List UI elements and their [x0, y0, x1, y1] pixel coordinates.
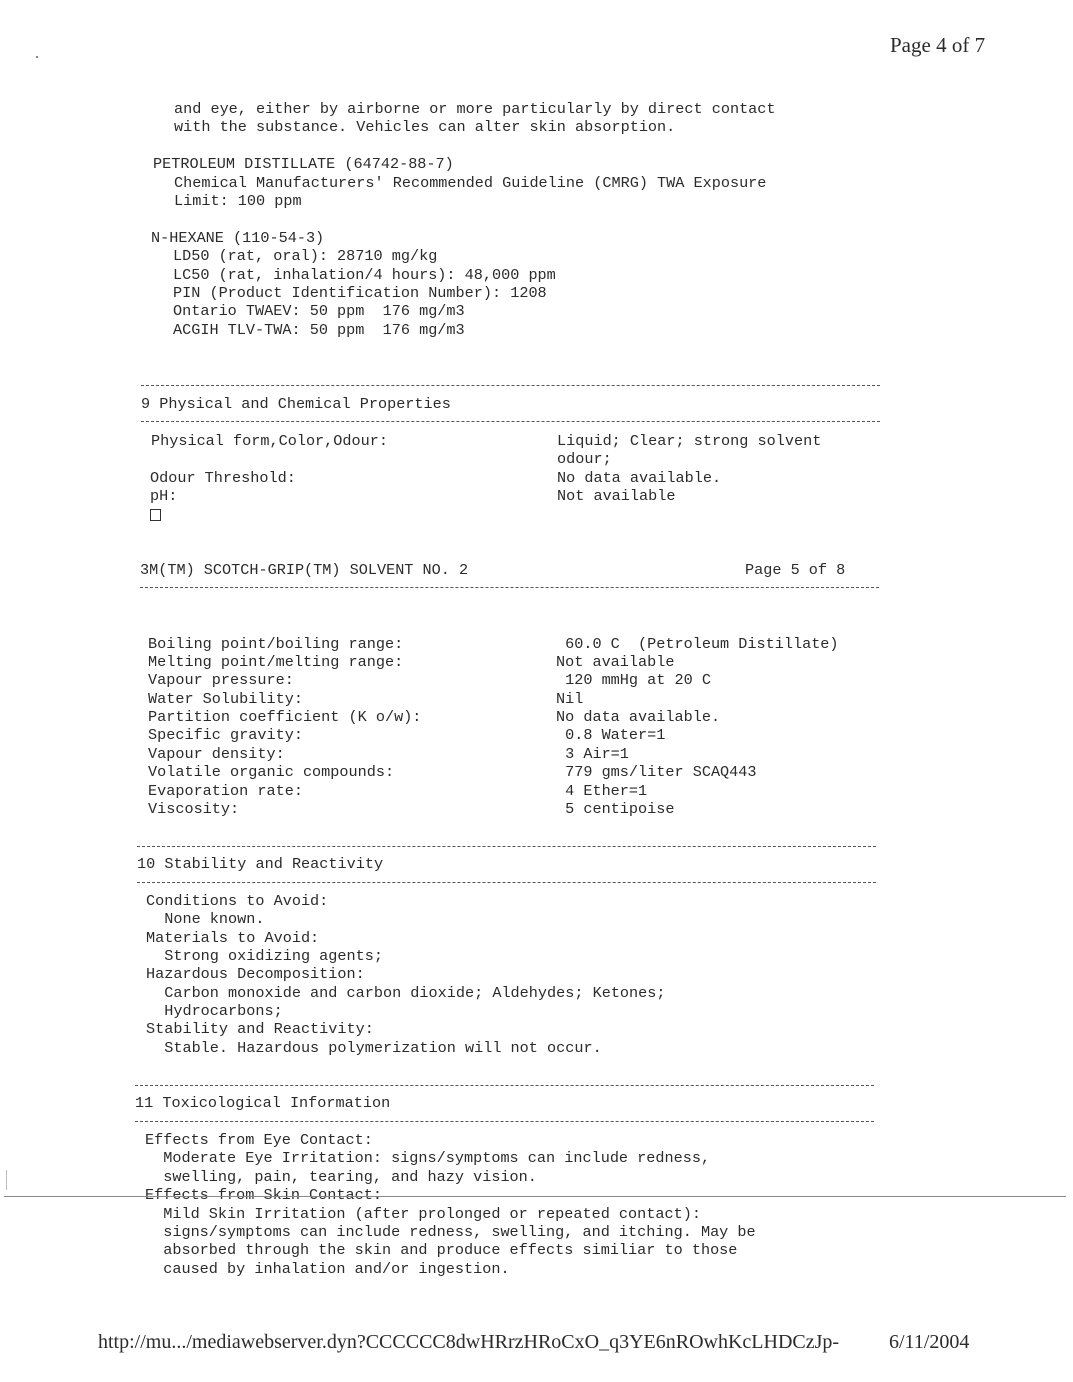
empty-box-icon [150, 509, 161, 521]
hexane-line: LC50 (rat, inhalation/4 hours): 48,000 ppm [173, 266, 556, 284]
property-label: Vapour pressure: [148, 671, 294, 689]
hexane-title: N-HEXANE (110-54-3) [151, 229, 325, 247]
property-value: Nil [556, 690, 584, 708]
property-value: 4 Ether=1 [556, 782, 648, 800]
property-value: No data available. [556, 708, 721, 726]
section11-line: caused by inhalation and/or ingestion. [145, 1260, 510, 1278]
section11-heading: 11 Toxicological Information [135, 1094, 391, 1112]
divider-line [137, 882, 876, 883]
property-label: Boiling point/boiling range: [148, 635, 404, 653]
divider-line [135, 1085, 874, 1086]
property-label: Specific gravity: [148, 726, 303, 744]
section11-line: Moderate Eye Irritation: signs/symptoms can include redness, [145, 1149, 711, 1167]
property-value: 5 centipoise [556, 800, 675, 818]
property-value: 3 Air=1 [556, 745, 629, 763]
petroleum-title: PETROLEUM DISTILLATE (64742-88-7) [153, 155, 454, 173]
section11-line: signs/symptoms can include redness, swelling, and itching. May be [145, 1223, 756, 1241]
section10-line: Strong oxidizing agents; [146, 947, 383, 965]
section10-line: Hydrocarbons; [146, 1002, 283, 1020]
section10-line: Hazardous Decomposition: [146, 965, 365, 983]
property-value: odour; [557, 450, 612, 468]
divider-line [141, 421, 880, 422]
property-label: Partition coefficient (K o/w): [148, 708, 422, 726]
divider-line [137, 846, 876, 847]
property-value: 120 mmHg at 20 C [556, 671, 711, 689]
footer-url[interactable]: http://mu.../mediawebserver.dyn?CCCCCC8dwHRrzHRoCxO_q3YE6nROwhKcLHDCzJp- [98, 1331, 840, 1353]
petroleum-line: Limit: 100 ppm [174, 192, 302, 210]
hexane-line: Ontario TWAEV: 50 ppm 176 mg/m3 [173, 302, 465, 320]
section11-line: Effects from Eye Contact: [145, 1131, 373, 1149]
page-number: Page 4 of 7 [890, 33, 986, 57]
section10-line: None known. [146, 910, 265, 928]
property-label: Water Solubility: [148, 690, 303, 708]
section11-line: swelling, pain, tearing, and hazy vision. [145, 1168, 537, 1186]
property-label: Volatile organic compounds: [148, 763, 395, 781]
property-value: Not available [556, 653, 675, 671]
product-page: Page 5 of 8 [745, 561, 846, 579]
section10-line: Materials to Avoid: [146, 929, 320, 947]
intro-line: and eye, either by airborne or more particularly by direct contact [174, 100, 776, 118]
section10-line: Conditions to Avoid: [146, 892, 329, 910]
section10-heading: 10 Stability and Reactivity [137, 855, 384, 873]
property-value: 0.8 Water=1 [556, 726, 666, 744]
section10-line: Carbon monoxide and carbon dioxide; Aldehydes; Ketones; [146, 984, 666, 1002]
section10-line: Stability and Reactivity: [146, 1020, 374, 1038]
divider-line [140, 587, 879, 588]
divider-line [141, 385, 880, 386]
scan-strike-line [4, 1196, 1066, 1197]
property-label: Odour Threshold: [150, 469, 296, 487]
property-label: Evaporation rate: [148, 782, 303, 800]
property-value: No data available. [557, 469, 722, 487]
footer-date: 6/11/2004 [889, 1331, 970, 1353]
divider-line [135, 1121, 874, 1122]
product-line: 3M(TM) SCOTCH-GRIP(TM) SOLVENT NO. 2 [140, 561, 469, 579]
section11-line: absorbed through the skin and produce effects similiar to those [145, 1241, 738, 1259]
section11-line: Effects from Skin Contact: [145, 1186, 382, 1204]
property-label: Vapour density: [148, 745, 285, 763]
scan-mark [6, 1170, 7, 1190]
section11-line: Mild Skin Irritation (after prolonged or repeated contact): [145, 1205, 701, 1223]
property-value: Not available [557, 487, 676, 505]
property-label: Physical form,Color,Odour: [151, 432, 388, 450]
intro-line: with the substance. Vehicles can alter skin absorption. [174, 118, 676, 136]
property-value: Liquid; Clear; strong solvent [557, 432, 822, 450]
property-label: pH: [150, 487, 178, 505]
property-value: 779 gms/liter SCAQ443 [556, 763, 757, 781]
property-label: Melting point/melting range: [148, 653, 404, 671]
scan-mark [36, 56, 38, 58]
hexane-line: PIN (Product Identification Number): 1208 [173, 284, 547, 302]
section10-line: Stable. Hazardous polymerization will not occur. [146, 1039, 602, 1057]
section9-heading: 9 Physical and Chemical Properties [141, 395, 451, 413]
hexane-line: LD50 (rat, oral): 28710 mg/kg [173, 247, 438, 265]
petroleum-line: Chemical Manufacturers' Recommended Guideline (CMRG) TWA Exposure [174, 174, 767, 192]
property-value: 60.0 C (Petroleum Distillate) [556, 635, 839, 653]
hexane-line: ACGIH TLV-TWA: 50 ppm 176 mg/m3 [173, 321, 465, 339]
property-label: Viscosity: [148, 800, 240, 818]
